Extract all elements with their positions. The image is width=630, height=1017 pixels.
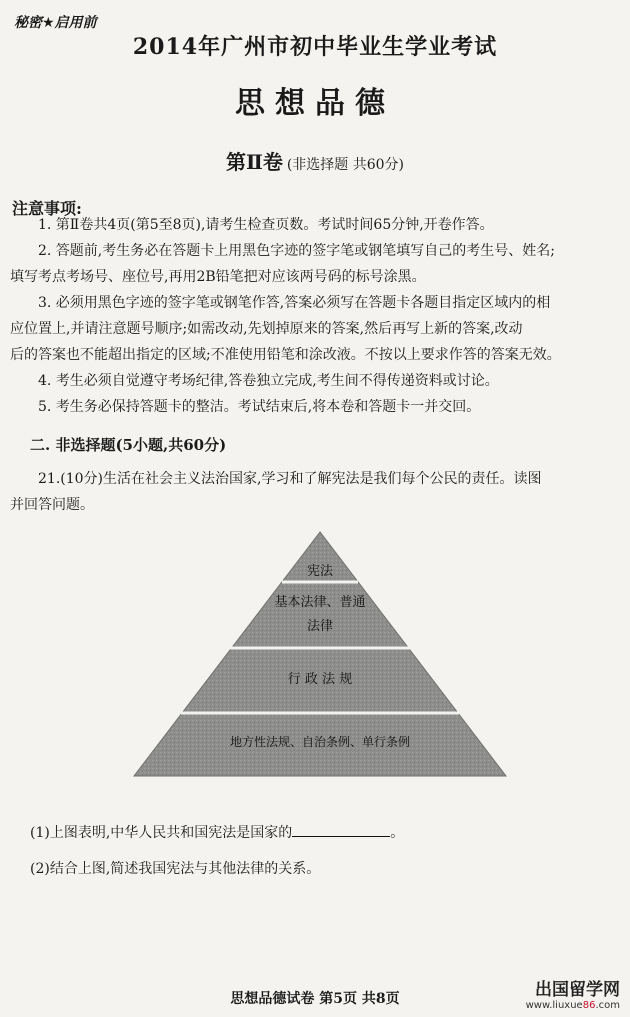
page-footer: 思想品德试卷 第5页 共8页 <box>230 991 400 1007</box>
pyramid-tier-basic-law: 基本法律、普通 <box>274 595 366 610</box>
part-subtitle: (非选择题 共60分) <box>286 157 405 173</box>
watermark-url: www.liuxue86.com <box>525 1000 620 1011</box>
part-title <box>0 146 630 175</box>
notice-item-2-cont: 填写考点考场号、座位号,再用2B铅笔把对应该两号码的标号涂黑。 <box>10 269 426 285</box>
sub-question-2: (2)结合上图,简述我国宪法与其他法律的关系。 <box>30 861 321 877</box>
notice-item-3-cont1: 应位置上,并请注意题号顺序;如需改动,先划掉原来的答案,然后再写上新的答案,改动 <box>10 321 523 337</box>
answer-blank <box>292 822 390 837</box>
notice-item-3-cont2: 后的答案也不能超出指定的区域;不准使用铅笔和涂改液。不按以上要求作答的答案无效。 <box>10 347 561 363</box>
notice-item-2: 2. 答题前,考生务必在答题卡上用黑色字迹的签字笔或钢笔填写自己的考生号、姓名; <box>38 243 555 259</box>
sub-question-1-text: (1)上图表明,中华人民共和国宪法是国家的 <box>30 825 293 841</box>
pyramid-tier-constitution: 宪法 <box>306 564 334 579</box>
pyramid-tier-admin-regulation: 行 政 法 规 <box>287 672 353 687</box>
notice-item-4: 4. 考生必须自觉遵守考场纪律,答卷独立完成,考生间不得传递资料或讨论。 <box>38 373 499 389</box>
sub-question-1 <box>30 822 404 842</box>
part-label: 第Ⅱ卷 <box>225 150 283 174</box>
notice-item-5: 5. 考生务必保持答题卡的整洁。考试结束后,将本卷和答题卡一并交回。 <box>38 399 481 415</box>
law-pyramid-diagram <box>130 530 510 780</box>
sub-question-1-end: 。 <box>390 825 405 841</box>
subject-title: 思想品德 <box>235 86 395 121</box>
section-title: 二. 非选择题(5小题,共60分) <box>30 436 227 454</box>
pyramid-tier-local-regulation: 地方性法规、自治条例、单行条例 <box>229 735 411 749</box>
pyramid-tier-basic-law-cont: 法律 <box>306 619 334 634</box>
notice-title: 注意事项: <box>12 199 82 218</box>
notice-item-3: 3. 必须用黑色字迹的签字笔或钢笔作答,答案必须写在答题卡各题目指定区域内的相 <box>38 295 551 311</box>
notice-list <box>10 212 622 420</box>
watermark-brand: 出国留学网 <box>535 980 620 1000</box>
notice-item-1: 1. 第Ⅱ卷共4页(第5至8页),请考生检查页数。考试时间65分钟,开卷作答。 <box>38 217 494 233</box>
exam-title: 2014年广州市初中毕业生学业考试 <box>132 34 498 60</box>
question-21-line2: 并回答问题。 <box>10 497 94 513</box>
question-21-line1: 21.(10分)生活在社会主义法治国家,学习和了解宪法是我们每个公民的责任。读图 <box>38 471 542 487</box>
secret-mark: 秘密★启用前 <box>14 15 97 31</box>
watermark <box>526 975 620 1011</box>
question-21 <box>10 466 622 518</box>
